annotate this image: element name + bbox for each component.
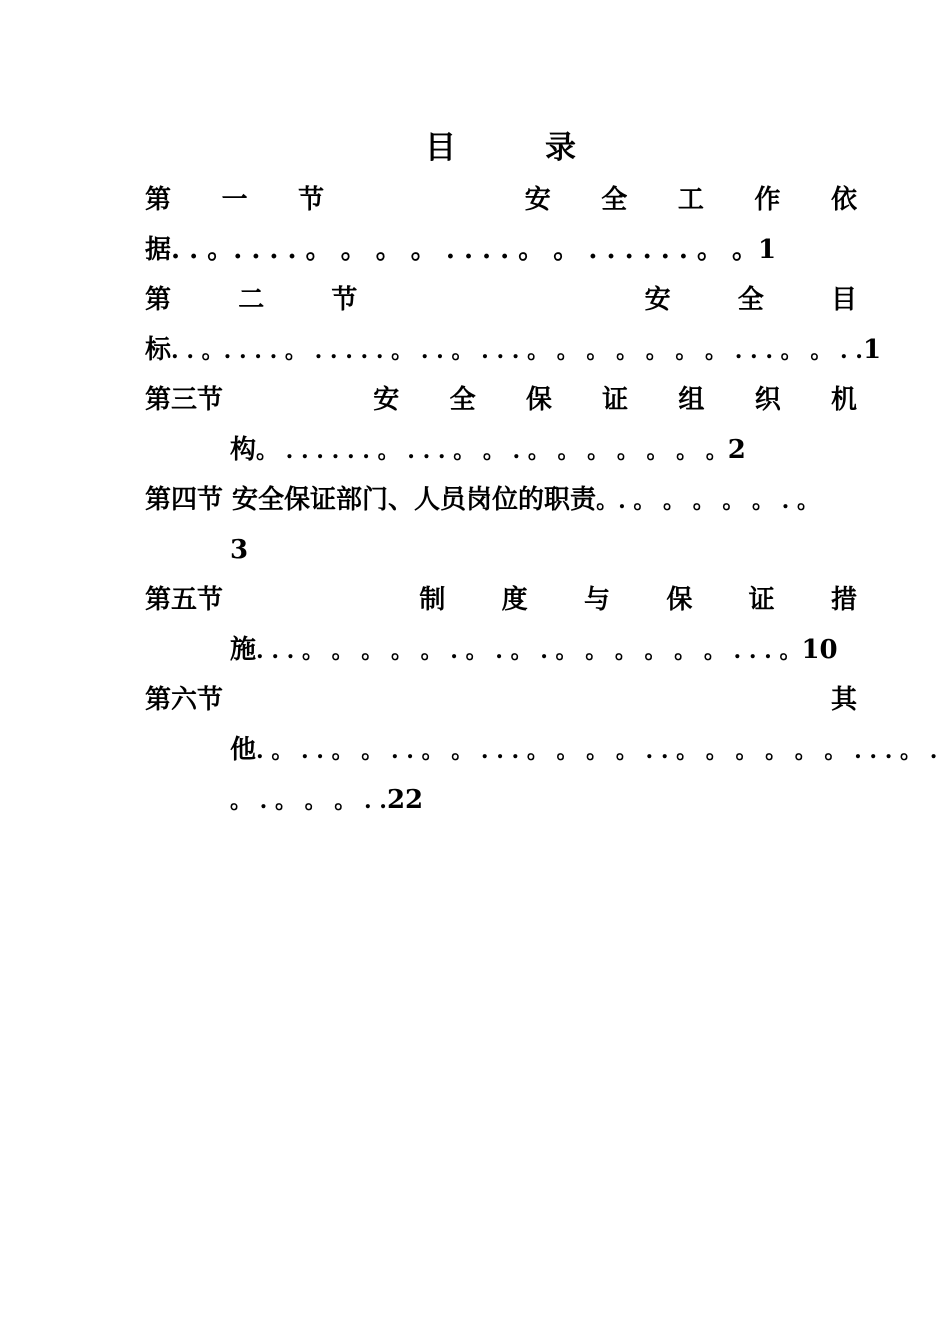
toc-entry-6-page: 22 [386,785,424,815]
toc-entry-2-leader: . . 。. . . . 。 . . . . . 。 . . 。 . . . 。 。 。 。 。 。 。 . . . 。 。 . . [171,338,863,364]
toc-entry-5-line-1 [145,580,857,620]
toc-entry-3-text: 构 [230,435,257,465]
toc-entry-5-text: 施 [230,635,257,665]
toc-entry-3-char: 保 [525,385,552,415]
toc-entry-1-char: 工 [677,185,704,215]
toc-entry-2-char: 目 [830,285,857,315]
toc-entry-3-char: 安 [373,385,400,415]
toc-entry-2-char: 全 [737,285,764,315]
toc-entry-4-text: 第四节 安全保证部门、人员岗位的职责 [145,485,597,515]
toc-entry-3-line-2 [230,430,746,470]
toc-entry-6-line-3 [230,780,423,820]
toc-entry-5-char: 保 [666,585,693,615]
toc-entry-2-char: 节 [331,285,358,315]
toc-entry-3-char: 织 [754,385,781,415]
toc-entry-2-char: 安 [644,285,671,315]
toc-entry-3-char: 全 [449,385,476,415]
toc-entry-6-char: 其 [830,685,857,715]
toc-entry-3-line-1 [145,380,857,420]
toc-entry-6-text: 他 [230,735,257,765]
toc-entry-1-char: 第 [145,185,172,215]
toc-entry-5-char: 第五节 [145,585,224,615]
toc-entry-1-line-1 [145,180,857,220]
toc-entry-1-char: 一 [221,185,248,215]
toc-entry-1-char: 全 [601,185,628,215]
toc-entry-4-page: 3 [230,535,249,565]
toc-entry-1-page: 1 [758,235,777,265]
toc-title-char-2: 录 [545,130,576,166]
toc-entry-3-char: 第三节 [145,385,224,415]
toc-entry-4-line-2 [230,530,248,570]
toc-entry-5-page: 10 [801,635,838,665]
toc-entry-1-char: 依 [830,185,857,215]
toc-entry-1-char: 节 [298,185,325,215]
toc-entry-5-char: 度 [501,585,528,615]
toc-entry-3-page: 2 [727,435,746,465]
toc-title [0,126,950,170]
toc-entry-6-line-1 [145,680,857,720]
toc-entry-1-char: 作 [754,185,781,215]
toc-entry-1-leader: . . 。. . . . 。 。 。 。 . . . . 。 。 . . . . . . 。 。 [171,235,759,265]
toc-entry-5-line-2 [230,630,838,670]
toc-entry-5-char: 与 [583,585,610,615]
toc-entry-3-char: 机 [830,385,857,415]
toc-entry-5-leader: . . . 。 。 。 。 。 . 。 . 。 . 。 。 。 。 。 。 . . . 。 [256,638,802,664]
toc-entry-5-char: 措 [830,585,857,615]
toc-entry-3-leader: 。 . . . . . . 。 . . . 。 。 . 。 。 。 。 。 。 。 [256,438,728,464]
toc-title-char-1: 目 [425,130,456,166]
toc-entry-6-char: 第六节 [145,685,224,715]
toc-entry-1-text: 据 [145,235,172,265]
toc-entry-4-leader: 。. 。 。 。 。 。 . 。 [596,488,819,514]
toc-entry-3-char: 组 [678,385,705,415]
toc-entry-2-char: 第 [145,285,172,315]
toc-entry-2-page: 1 [862,335,882,365]
toc-entry-5-char: 证 [748,585,775,615]
toc-entry-1-line-2 [145,230,776,270]
toc-entry-2-line-1 [145,280,857,320]
toc-entry-2-line-2 [145,330,881,370]
toc-entry-6-leader: . 。 . . 。 。 . . 。 。 . . . 。 。 。 。 . . 。 。 。 。 。 。 . . . 。 . [256,738,938,764]
toc-entry-2-text: 标 [145,335,172,365]
toc-entry-1-char: 安 [524,185,551,215]
toc-entry-6-line-2 [230,730,937,770]
toc-entry-3-char: 证 [602,385,629,415]
toc-entry-2-char: 二 [238,285,265,315]
toc-entry-4-line-1 [145,480,819,520]
toc-entry-6-leader-cont: 。 . 。 。 。 . . [230,788,387,814]
toc-entry-5-char: 制 [419,585,446,615]
